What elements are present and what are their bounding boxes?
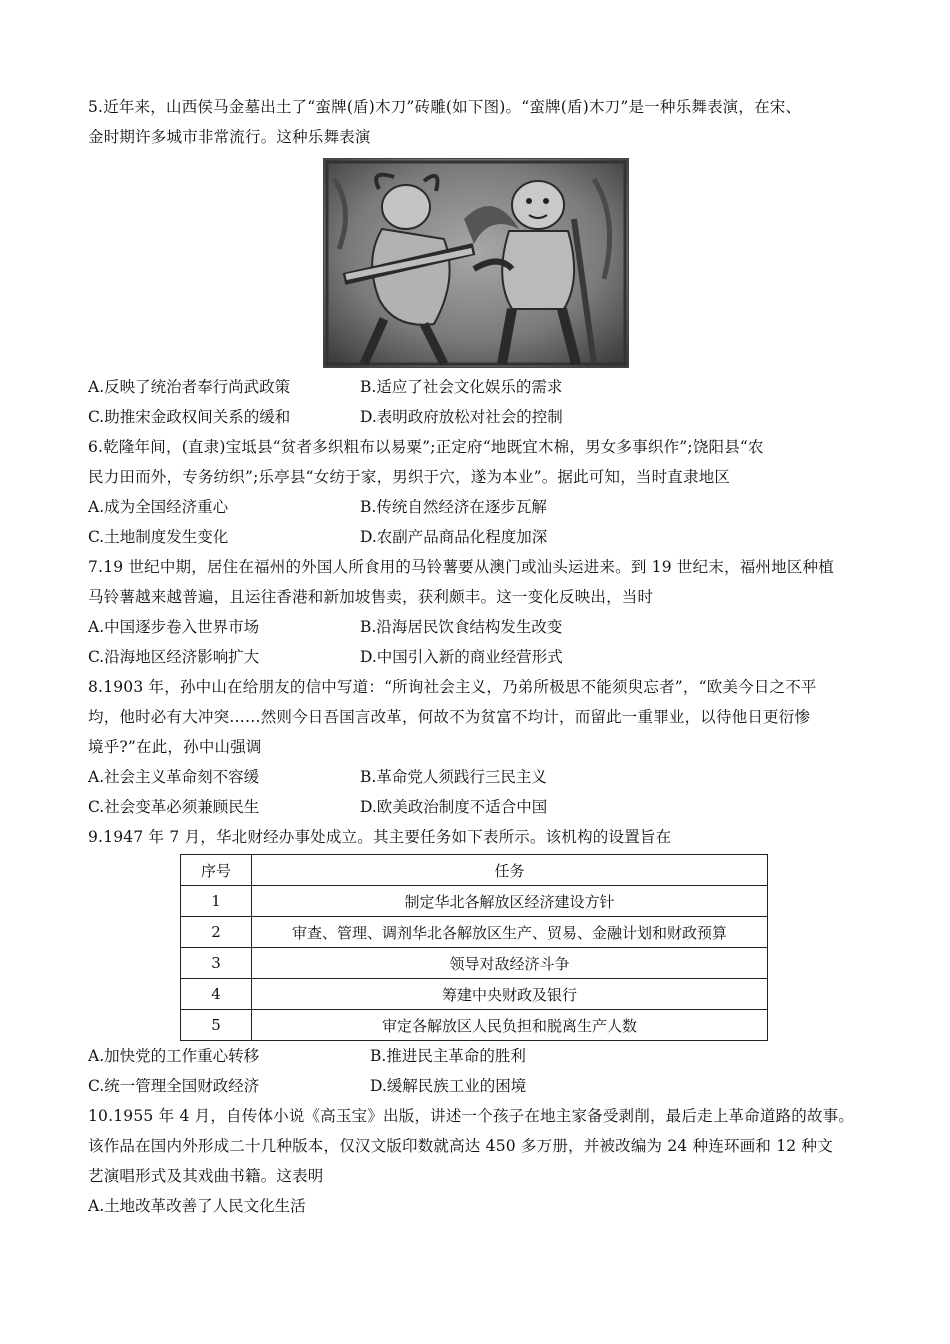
table-row (181, 886, 768, 917)
question-7-option-c[interactable]: C.沿海地区经济影响扩大 (88, 648, 260, 666)
question-7-options-row-1 (88, 612, 868, 642)
question-5-option-b[interactable]: B.适应了社会文化娱乐的需求 (360, 378, 563, 396)
brick-carving-figure (88, 152, 868, 372)
question-6-option-a[interactable]: A.成为全国经济重心 (88, 498, 229, 516)
task-index-cell: 1 (181, 886, 252, 917)
question-10-stem-line-3: 艺演唱形式及其戏曲书籍。这表明 (88, 1167, 324, 1185)
question-7-stem-line-1: 7.19 世纪中期，居住在福州的外国人所食用的马铃薯要从澳门或汕头运进来。到 19 世纪末，福州地区种植 (88, 558, 834, 576)
question-10-stem-line-2: 该作品在国内外形成二十几种版本，仅汉文版印数就高达 450 多万册，并被改编为 24 种连环画和 12 种文 (88, 1137, 833, 1155)
task-table-wrap (88, 852, 868, 1041)
question-6-stem-line-1: 6.乾隆年间，(直隶)宝坻县“贫者多织粗布以易粟”;正定府“地既宜木棉，男女多事织作”;饶阳县“农 (88, 438, 764, 456)
question-9-option-c[interactable]: C.统一管理全国财政经济 (88, 1077, 260, 1095)
table-row (181, 1010, 768, 1041)
question-8-stem-line-2: 均，他时必有大冲突……然则今日吾国言改革，何故不为贫富不均计，而留此一重罪业，以待他日更衍惨 (88, 708, 811, 726)
question-8-option-d[interactable]: D.欧美政治制度不适合中国 (360, 798, 548, 816)
question-8-option-b[interactable]: B.革命党人须践行三民主义 (360, 768, 547, 786)
brick-carving-illustration (324, 159, 628, 367)
table-row (181, 979, 768, 1010)
question-6-option-d[interactable]: D.农副产品商品化程度加深 (360, 528, 548, 546)
question-5-stem-line-1: 5.近年来，山西侯马金墓出土了“蛮牌(盾)木刀”砖雕(如下图)。“蛮牌(盾)木刀”是一种乐舞表演，在宋、 (88, 98, 802, 116)
question-7-stem-line-2: 马铃薯越来越普遍，且运往香港和新加坡售卖，获利颇丰。这一变化反映出，当时 (88, 588, 654, 606)
table-row (181, 948, 768, 979)
question-9-options-row-2 (88, 1071, 868, 1101)
question-9-option-b[interactable]: B.推进民主革命的胜利 (370, 1047, 526, 1065)
question-8-options-row-1 (88, 762, 868, 792)
question-6-option-c[interactable]: C.土地制度发生变化 (88, 528, 229, 546)
task-text-cell: 筹建中央财政及银行 (252, 979, 768, 1010)
question-8 (88, 672, 868, 822)
task-text-cell: 制定华北各解放区经济建设方针 (252, 886, 768, 917)
question-9-options-row-1 (88, 1041, 868, 1071)
question-8-option-a[interactable]: A.社会主义革命刻不容缓 (88, 768, 260, 786)
question-6 (88, 432, 868, 552)
question-9-option-d[interactable]: D.缓解民族工业的困境 (370, 1077, 527, 1095)
task-index-cell: 2 (181, 917, 252, 948)
task-table (180, 854, 768, 1041)
question-6-option-b[interactable]: B.传统自然经济在逐步瓦解 (360, 498, 547, 516)
table-row (181, 917, 768, 948)
task-text-cell: 领导对敌经济斗争 (252, 948, 768, 979)
task-table-header-index: 序号 (181, 855, 252, 886)
task-index-cell: 5 (181, 1010, 252, 1041)
question-10 (88, 1101, 868, 1221)
question-6-options-row-1 (88, 492, 868, 522)
question-8-options-row-2 (88, 792, 868, 822)
question-8-stem-line-1: 8.1903 年，孙中山在给朋友的信中写道：“所询社会主义，乃弟所极思不能须臾忘者”，“欧美今日之不平 (88, 678, 817, 696)
exam-page (88, 92, 868, 1221)
task-table-header-task: 任务 (252, 855, 768, 886)
task-table-header-row (181, 855, 768, 886)
task-index-cell: 4 (181, 979, 252, 1010)
question-5-options-row-1 (88, 372, 868, 402)
question-10-stem-line-1: 10.1955 年 4 月，自传体小说《高玉宝》出版，讲述一个孩子在地主家备受剥削，最后走上革命道路的故事。 (88, 1107, 855, 1125)
question-9 (88, 822, 868, 1101)
task-text-cell: 审定各解放区人民负担和脱离生产人数 (252, 1010, 768, 1041)
question-5-option-c[interactable]: C.助推宋金政权间关系的缓和 (88, 408, 291, 426)
question-6-options-row-2 (88, 522, 868, 552)
question-8-stem-line-3: 境乎?”在此，孙中山强调 (88, 738, 262, 756)
question-7-option-d[interactable]: D.中国引入新的商业经营形式 (360, 648, 563, 666)
question-6-stem-line-2: 民力田而外，专务纺织”;乐亭县“女纺于家，男织于穴，遂为本业”。据此可知，当时直隶地区 (88, 468, 731, 486)
question-9-stem-line-1: 9.1947 年 7 月，华北财经办事处成立。其主要任务如下表所示。该机构的设置旨在 (88, 828, 672, 846)
brick-carving-image (323, 158, 629, 368)
question-9-option-a[interactable]: A.加快党的工作重心转移 (88, 1047, 260, 1065)
question-7-options-row-2 (88, 642, 868, 672)
question-8-option-c[interactable]: C.社会变革必须兼顾民生 (88, 798, 260, 816)
question-5-option-a[interactable]: A.反映了统治者奉行尚武政策 (88, 378, 291, 396)
question-5-stem-line-2: 金时期许多城市非常流行。这种乐舞表演 (88, 128, 371, 146)
question-10-option-a[interactable]: A.土地改革改善了人民文化生活 (88, 1197, 306, 1215)
task-text-cell: 审查、管理、调剂华北各解放区生产、贸易、金融计划和财政预算 (252, 917, 768, 948)
question-5 (88, 92, 868, 432)
question-7-option-b[interactable]: B.沿海居民饮食结构发生改变 (360, 618, 563, 636)
task-index-cell: 3 (181, 948, 252, 979)
question-5-options-row-2 (88, 402, 868, 432)
question-10-options-row-1 (88, 1191, 868, 1221)
question-5-option-d[interactable]: D.表明政府放松对社会的控制 (360, 408, 563, 426)
question-7 (88, 552, 868, 672)
question-7-option-a[interactable]: A.中国逐步卷入世界市场 (88, 618, 260, 636)
